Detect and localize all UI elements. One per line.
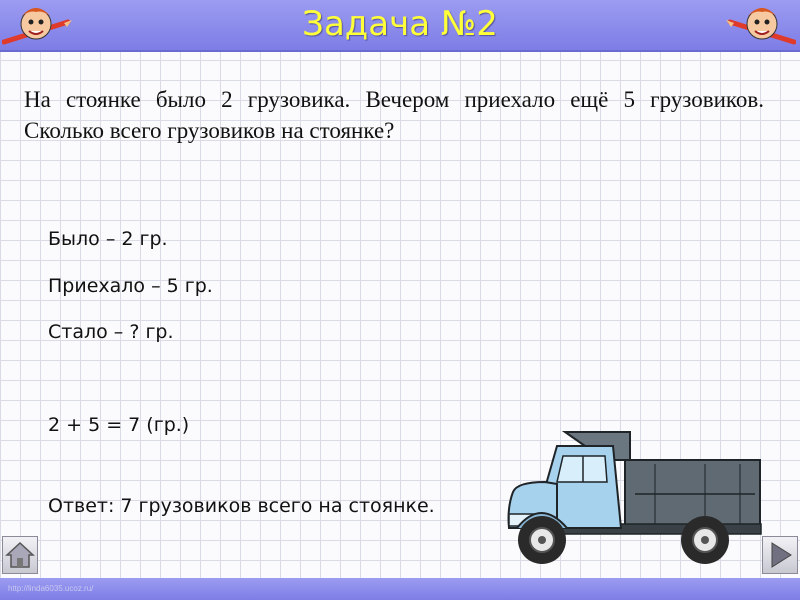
footer-bar bbox=[0, 578, 800, 600]
home-button[interactable] bbox=[2, 536, 38, 574]
unknown-became-line: Стало – ? гр. bbox=[48, 321, 174, 343]
problem-statement: На стоянке было 2 грузовика. Вечером приехало ещё 5 грузовиков. Сколько всего грузовиков на стоянке? bbox=[24, 87, 764, 143]
header-bar bbox=[0, 0, 800, 52]
cartoon-kid-right-icon bbox=[726, 2, 796, 52]
given-was-line: Было – 2 гр. bbox=[48, 228, 168, 250]
next-arrow-icon bbox=[763, 537, 797, 573]
page-title: Задача №2 bbox=[302, 4, 498, 44]
next-slide-button[interactable] bbox=[762, 536, 798, 574]
footer-url: http://linda6035.ucoz.ru/ bbox=[8, 584, 94, 593]
answer-line: Ответ: 7 грузовиков всего на стоянке. bbox=[48, 495, 435, 517]
home-icon bbox=[3, 537, 37, 573]
equation-line: 2 + 5 = 7 (гр.) bbox=[48, 414, 190, 436]
given-arrived-line: Приехало – 5 гр. bbox=[48, 275, 213, 297]
truck-illustration bbox=[505, 428, 765, 576]
